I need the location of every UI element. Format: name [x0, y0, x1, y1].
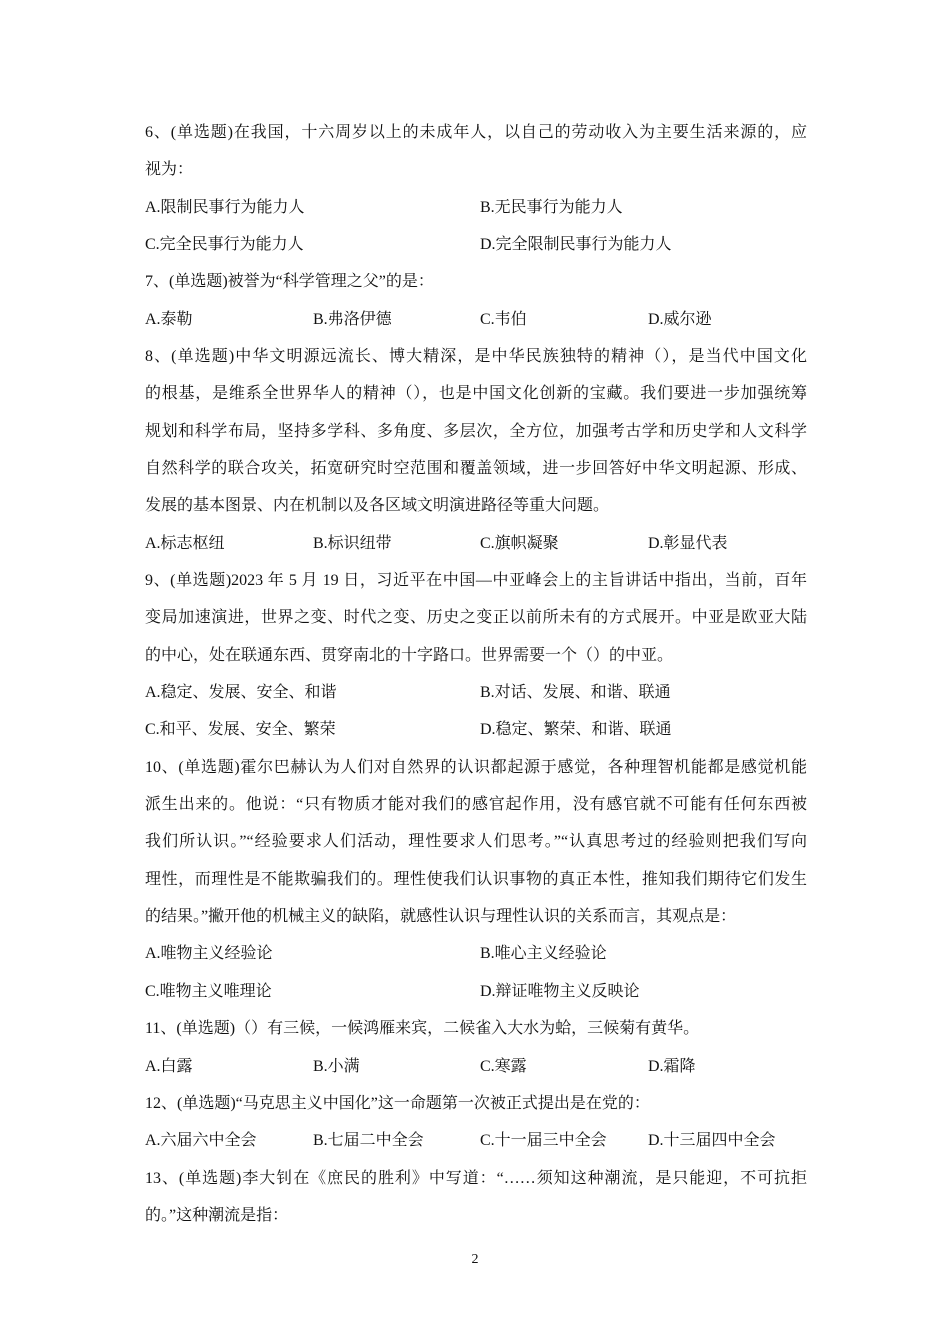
question-12-option-d: D.十三届四中全会	[648, 1132, 776, 1150]
question-9-text-line: 变局加速演进，世界之变、时代之变、历史之变正以前所未有的方式展开。中亚是欧亚大陆	[145, 609, 807, 627]
question-10-text-line: 的结果。”撇开他的机械主义的缺陷，就感性认识与理性认识的关系而言，其观点是：	[145, 908, 737, 926]
question-10-option-c: C.唯物主义唯理论	[145, 982, 272, 1000]
question-10-options-row	[145, 981, 807, 1003]
question-9-option-d: D.稳定、繁荣、和谐、联通	[480, 721, 672, 739]
question-9-text-line: 的中心，处在联通东西、贯穿南北的十字路口。世界需要一个（）的中亚。	[145, 646, 674, 664]
question-9-options-row	[145, 719, 807, 741]
question-6-text-line: 视为：	[145, 161, 194, 179]
page-number: 2	[471, 1252, 479, 1267]
question-11-options-row	[145, 1056, 807, 1078]
question-6-text-line: 6、(单选题)在我国，十六周岁以上的未成年人，以自己的劳动收入为主要生活来源的，应	[145, 124, 807, 141]
question-11-option-d: D.霜降	[648, 1057, 696, 1075]
question-6-option-a: A.限制民事行为能力人	[145, 198, 305, 216]
question-7-option-d: D.威尔逊	[648, 310, 712, 328]
question-8-text-line: 的根基，是维系全世界华人的精神（），也是中国文化创新的宝藏。我们要进一步加强统筹	[145, 385, 807, 403]
question-12-option-a: A.六届六中全会	[145, 1132, 257, 1150]
question-6-options-row	[145, 234, 807, 256]
question-8-option-a: A.标志枢纽	[145, 534, 225, 552]
question-12-option-c: C.十一届三中全会	[480, 1132, 607, 1150]
question-8-text-line: 规划和科学布局，坚持多学科、多角度、多层次，全方位，加强考古学和历史学和人文科学	[145, 422, 807, 440]
question-11-text-line: 11、(单选题)（）有三候，一候鸿雁来宾，二候雀入大水为蛤，三候菊有黄华。	[145, 1020, 700, 1038]
question-6-options-row	[145, 197, 807, 219]
question-13-text-line: 13、(单选题)李大钊在《庶民的胜利》中写道：“……须知这种潮流，是只能迎，不可抗拒	[145, 1169, 807, 1187]
question-10-option-a: A.唯物主义经验论	[145, 945, 273, 963]
question-10-text-line: 10、(单选题)霍尔巴赫认为人们对自然界的认识都起源于感觉，各种理智机能都是感觉机能	[145, 758, 807, 776]
question-7-text-line: 7、(单选题)被誉为“科学管理之父”的是：	[145, 273, 434, 291]
question-8-text-line: 8、(单选题)中华文明源远流长、博大精深，是中华民族独特的精神（），是当代中国文化	[145, 348, 807, 366]
question-7-option-b: B.弗洛伊德	[313, 310, 392, 328]
question-9-option-a: A.稳定、发展、安全、和谐	[145, 684, 337, 702]
question-8-text-line: 发展的基本图景、内在机制以及各区域文明演进路径等重大问题。	[145, 497, 610, 515]
question-12-text-line: 12、(单选题)“马克思主义中国化”这一命题第一次被正式提出是在党的：	[145, 1094, 650, 1112]
question-7-option-a: A.泰勒	[145, 310, 193, 328]
question-10-options-row	[145, 943, 807, 965]
question-10-text-line: 我们所认识。”“经验要求人们活动，理性要求人们思考。”“认真思考过的经验则把我们写向	[145, 833, 807, 851]
question-10-text-line: 派生出来的。他说：“只有物质才能对我们的感官起作用，没有感官就不可能有任何东西被	[145, 796, 807, 814]
question-12-option-b: B.七届二中全会	[313, 1132, 424, 1150]
question-8-options-row	[145, 533, 807, 555]
question-11-option-a: A.白露	[145, 1057, 193, 1075]
question-12-options-row	[145, 1130, 807, 1152]
question-11-option-b: B.小满	[313, 1057, 360, 1075]
question-7-options-row	[145, 309, 807, 331]
question-13-text-line: 的。”这种潮流是指：	[145, 1206, 289, 1224]
question-6-option-b: B.无民事行为能力人	[480, 198, 623, 216]
question-6-option-c: C.完全民事行为能力人	[145, 236, 304, 254]
question-9-options-row	[145, 682, 807, 704]
question-9-option-c: C.和平、发展、安全、繁荣	[145, 721, 336, 739]
question-8-text-line: 自然科学的联合攻关，拓宽研究时空范围和覆盖领域，进一步回答好中华文明起源、形成、	[145, 460, 807, 478]
question-10-text-line: 理性，而理性是不能欺骗我们的。理性使我们认识事物的真正本性，推知我们期待它们发生	[145, 870, 807, 888]
question-7-option-c: C.韦伯	[480, 310, 527, 328]
question-10-option-d: D.辩证唯物主义反映论	[480, 982, 640, 1000]
question-6-option-d: D.完全限制民事行为能力人	[480, 236, 672, 254]
question-8-option-b: B.标识纽带	[313, 534, 392, 552]
question-10-option-b: B.唯心主义经验论	[480, 945, 607, 963]
question-8-option-c: C.旗帜凝聚	[480, 534, 559, 552]
question-9-text-line: 9、(单选题)2023 年 5 月 19 日，习近平在中国—中亚峰会上的主旨讲话中指出，当前，百年	[145, 572, 807, 590]
question-11-option-c: C.寒露	[480, 1057, 527, 1075]
question-9-option-b: B.对话、发展、和谐、联通	[480, 684, 671, 702]
question-8-option-d: D.彰显代表	[648, 534, 728, 552]
